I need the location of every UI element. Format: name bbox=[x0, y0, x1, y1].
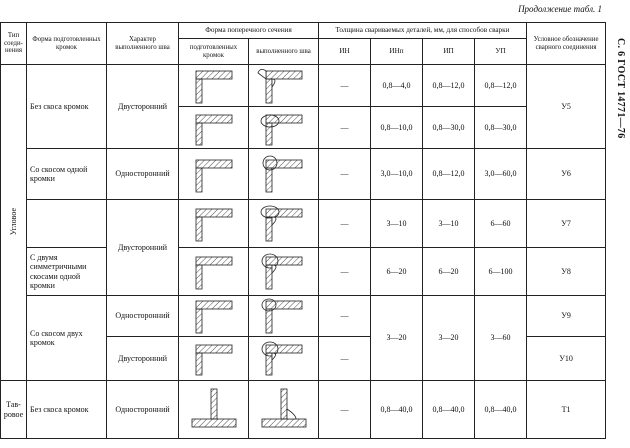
finished-weld-figure bbox=[249, 200, 319, 248]
designation-cell: У5 bbox=[527, 65, 606, 149]
designation-cell: У7 bbox=[527, 200, 606, 248]
value-inp: 3—10 bbox=[371, 200, 423, 248]
value-ip: 6—20 bbox=[423, 248, 475, 296]
finished-weld-figure bbox=[249, 65, 319, 107]
prepared-edge-figure bbox=[179, 200, 249, 248]
header-designation: Условное обозначение сварного соединения bbox=[527, 23, 606, 65]
value-inp: 3,0—10,0 bbox=[371, 149, 423, 200]
header-finished: выполненного шва bbox=[249, 39, 319, 65]
header-character: Характер выполненного шва bbox=[107, 23, 179, 65]
value-in: — bbox=[319, 381, 371, 439]
header-ip: ИП bbox=[423, 39, 475, 65]
finished-weld-figure bbox=[249, 149, 319, 200]
header-prepared: подготовленных кромок bbox=[179, 39, 249, 65]
value-inp-merged: 3—20 bbox=[371, 296, 423, 381]
designation-cell: У9 bbox=[527, 296, 606, 337]
value-up: 0,8—40,0 bbox=[475, 381, 527, 439]
header-inp: ИНп bbox=[371, 39, 423, 65]
header-thickness: Толщина свариваемых деталей, мм, для способов сварки bbox=[319, 23, 527, 39]
finished-weld-figure bbox=[249, 381, 319, 439]
header-type: Тип соеди-нения bbox=[1, 23, 27, 65]
continuation-note: Продолжение табл. 1 bbox=[518, 4, 602, 14]
value-inp: 6—20 bbox=[371, 248, 423, 296]
form-cell: Со скосом одной кромки bbox=[27, 149, 107, 200]
header-in: ИН bbox=[319, 39, 371, 65]
group-tee: Тав-ровое bbox=[1, 381, 27, 439]
character-cell: Двусторонний bbox=[107, 337, 179, 381]
prepared-edge-figure bbox=[179, 149, 249, 200]
value-in: — bbox=[319, 337, 371, 381]
value-in: — bbox=[319, 296, 371, 337]
value-up: 0,8—12,0 bbox=[475, 65, 527, 107]
value-ip-merged: 3—20 bbox=[423, 296, 475, 381]
value-ip: 3—10 bbox=[423, 200, 475, 248]
prepared-edge-figure bbox=[179, 248, 249, 296]
value-in: — bbox=[319, 200, 371, 248]
form-cell: Со скосом двух кромок bbox=[27, 296, 107, 381]
character-cell: Односторонний bbox=[107, 296, 179, 337]
prepared-edge-figure bbox=[179, 296, 249, 337]
form-cell: Без скоса кромок bbox=[27, 381, 107, 439]
designation-cell: У10 bbox=[527, 337, 606, 381]
prepared-edge-figure bbox=[179, 337, 249, 381]
form-cell: С двумя симметричными скосами одной кромки bbox=[27, 248, 107, 296]
prepared-edge-figure bbox=[179, 107, 249, 149]
value-inp: 0,8—4,0 bbox=[371, 65, 423, 107]
designation-cell: У8 bbox=[527, 248, 606, 296]
prepared-edge-figure bbox=[179, 381, 249, 439]
value-up-merged: 3—60 bbox=[475, 296, 527, 381]
header-up: УП bbox=[475, 39, 527, 65]
value-ip: 0,8—12,0 bbox=[423, 149, 475, 200]
value-up: 0,8—30,0 bbox=[475, 107, 527, 149]
value-inp: 0,8—40,0 bbox=[371, 381, 423, 439]
value-ip: 0,8—40,0 bbox=[423, 381, 475, 439]
value-ip: 0,8—12,0 bbox=[423, 65, 475, 107]
form-cell-empty bbox=[27, 200, 107, 248]
character-cell: Односторонний bbox=[107, 149, 179, 200]
value-up: 6—60 bbox=[475, 200, 527, 248]
header-cross-section: Форма поперечного сечения bbox=[179, 23, 319, 39]
character-cell: Односторонний bbox=[107, 381, 179, 439]
value-up: 3,0—60,0 bbox=[475, 149, 527, 200]
designation-cell: Т1 bbox=[527, 381, 606, 439]
value-in: — bbox=[319, 149, 371, 200]
finished-weld-figure bbox=[249, 107, 319, 149]
character-cell: Двусторонний bbox=[107, 200, 179, 296]
finished-weld-figure bbox=[249, 296, 319, 337]
welding-table bbox=[0, 22, 606, 439]
value-in: — bbox=[319, 107, 371, 149]
finished-weld-figure bbox=[249, 337, 319, 381]
form-cell: Без скоса кромок bbox=[27, 65, 107, 149]
value-up: 6—100 bbox=[475, 248, 527, 296]
finished-weld-figure bbox=[249, 248, 319, 296]
value-ip: 0,8—30,0 bbox=[423, 107, 475, 149]
value-in: — bbox=[319, 65, 371, 107]
page-side-label: С. 6 ГОСТ 14771—76 bbox=[615, 38, 626, 139]
prepared-edge-figure bbox=[179, 65, 249, 107]
value-in: — bbox=[319, 248, 371, 296]
value-inp: 0,8—10,0 bbox=[371, 107, 423, 149]
designation-cell: У6 bbox=[527, 149, 606, 200]
character-cell: Двусторонний bbox=[107, 65, 179, 149]
group-corner: Угловое bbox=[1, 65, 27, 381]
header-form: Форма подготовленных кромок bbox=[27, 23, 107, 65]
